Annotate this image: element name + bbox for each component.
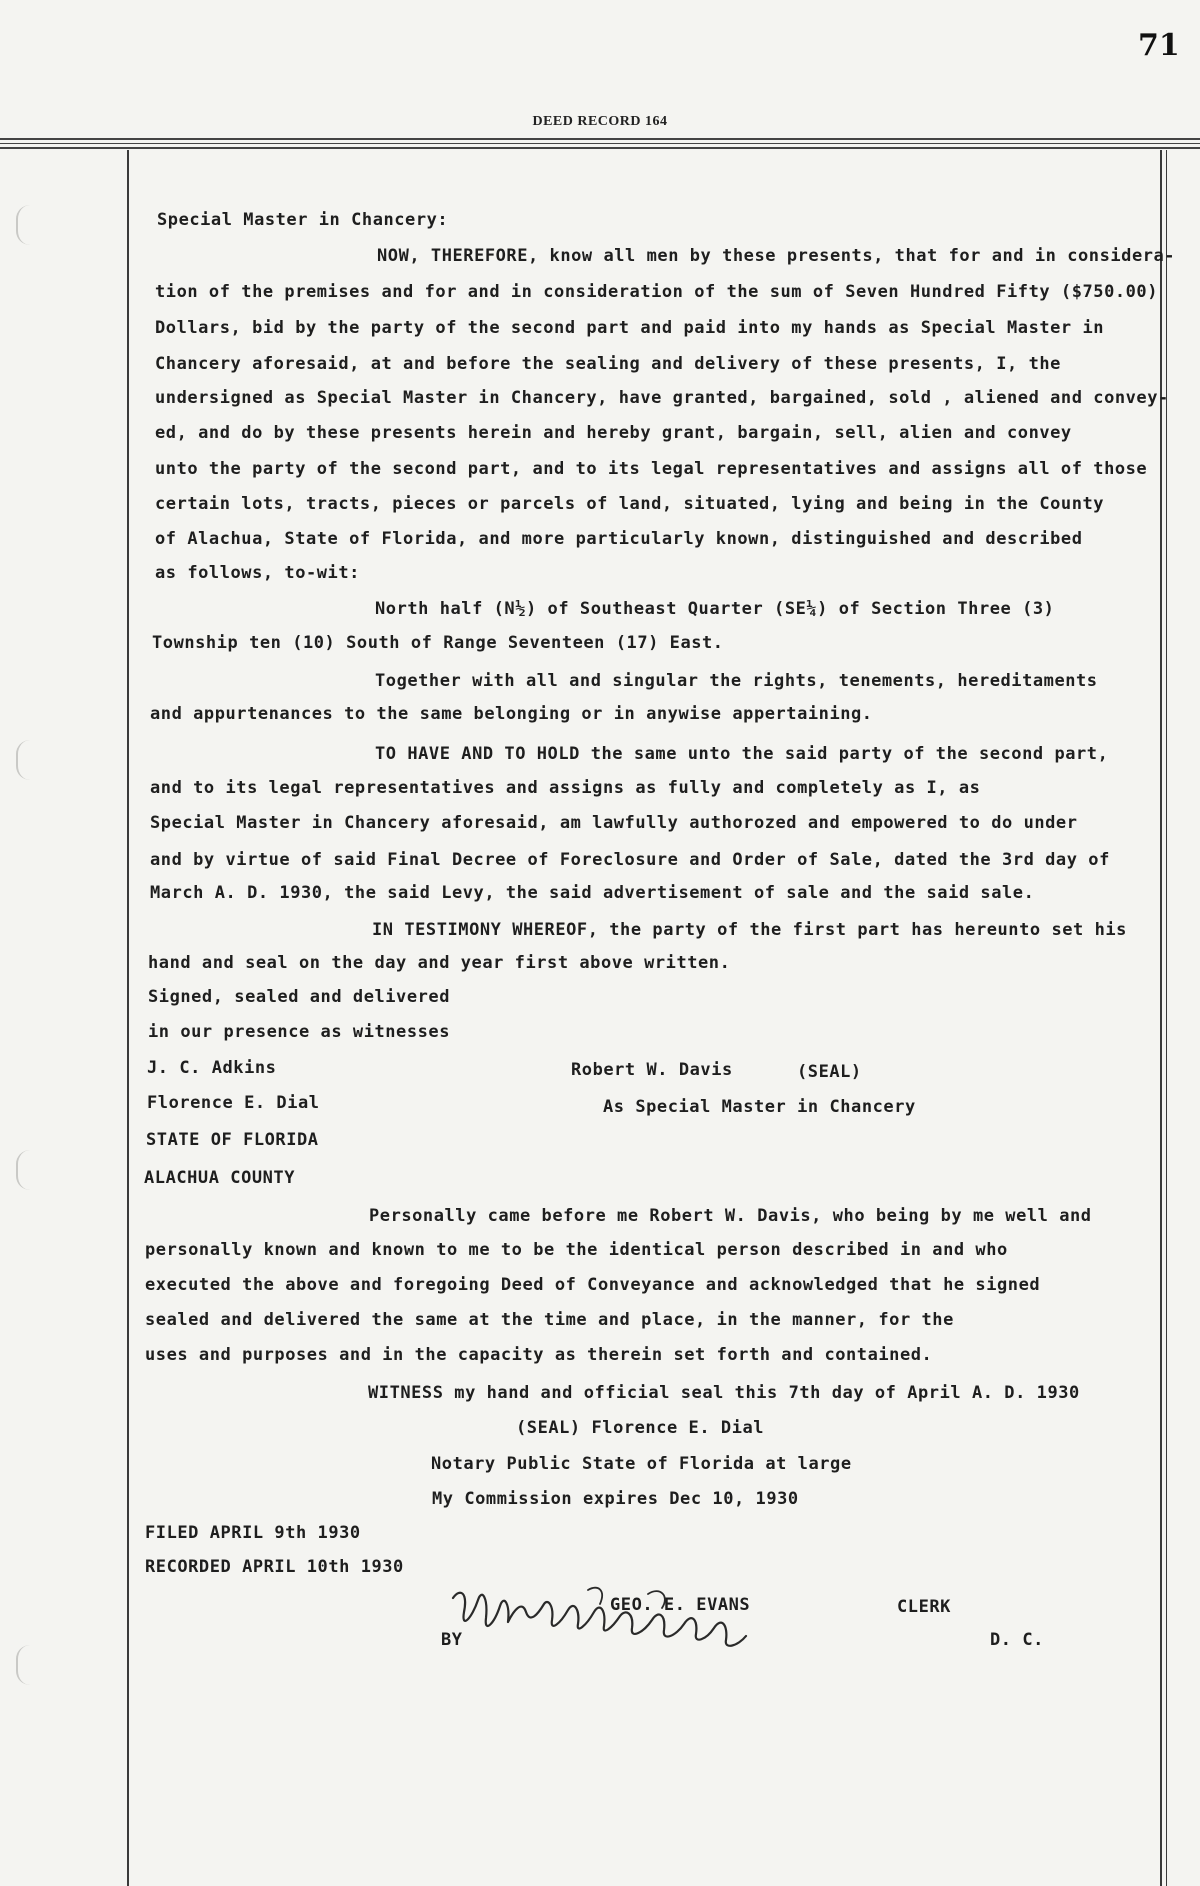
right-margin-rule [1160,150,1162,1886]
text-line: North half (N½) of Southeast Quarter (SE¼) of Section Three (3) [375,599,1055,619]
header-rule-top [0,138,1200,140]
text-line: Florence E. Dial [147,1093,320,1113]
text-line: in our presence as witnesses [148,1022,450,1042]
text-line: March A. D. 1930, the said Levy, the said advertisement of sale and the said sale. [150,883,1035,903]
text-line: Township ten (10) South of Range Seventeen (17) East. [152,633,724,653]
text-line: IN TESTIMONY WHEREOF, the party of the first part has hereunto set his [372,920,1127,940]
text-line: TO HAVE AND TO HOLD the same unto the said party of the second part, [375,744,1109,764]
left-margin-rule [127,150,129,1886]
binder-ring-mark [16,740,40,780]
text-line: (SEAL) [797,1062,862,1082]
text-line: and by virtue of said Final Decree of Foreclosure and Order of Sale, dated the 3rd day of [150,850,1110,870]
text-line: unto the party of the second part, and to its legal representatives and assigns all of those [155,459,1148,479]
text-line: Together with all and singular the rights, tenements, hereditaments [375,671,1098,691]
text-line: Special Master in Chancery aforesaid, am lawfully authorozed and empowered to do under [150,813,1078,833]
text-line: As Special Master in Chancery [603,1097,916,1117]
text-line: STATE OF FLORIDA [146,1130,319,1150]
text-line: as follows, to-wit: [155,563,360,583]
page-number: 71 [1138,28,1180,63]
text-line: tion of the premises and for and in consideration of the sum of Seven Hundred Fifty ($750.00) [155,282,1158,302]
text-line: certain lots, tracts, pieces or parcels of land, situated, lying and being in the County [155,494,1105,514]
right-margin-rule-inner [1166,150,1167,1886]
text-line: ALACHUA COUNTY [144,1168,295,1188]
text-line: Signed, sealed and delivered [148,987,450,1007]
text-line: sealed and delivered the same at the time and place, in the manner, for the [145,1310,954,1330]
text-line: GEO. E. EVANS [610,1595,751,1615]
text-line: of Alachua, State of Florida, and more particularly known, distinguished and described [155,529,1083,549]
text-line: NOW, THEREFORE, know all men by these presents, that for and in considera- [377,246,1176,266]
text-line: My Commission expires Dec 10, 1930 [432,1489,799,1509]
text-line: hand and seal on the day and year first above written. [148,953,731,973]
text-line: RECORDED APRIL 10th 1930 [145,1557,404,1577]
text-line: executed the above and foregoing Deed of Conveyance and acknowledged that he signed [145,1275,1041,1295]
text-line: personally known and known to me to be the identical person described in and who [145,1240,1008,1260]
text-line: and to its legal representatives and assigns as fully and completely as I, as [150,778,981,798]
header-rule-middle [0,143,1200,144]
text-line: BY [441,1630,463,1650]
text-line: Notary Public State of Florida at large [431,1454,852,1474]
text-line: Personally came before me Robert W. Davis, who being by me well and [369,1206,1092,1226]
binder-ring-mark [16,1645,40,1685]
text-line: and appurtenances to the same belonging or in anywise appertaining. [150,704,873,724]
text-line: D. C. [990,1630,1044,1650]
text-line: Robert W. Davis [571,1060,733,1080]
text-line: Chancery aforesaid, at and before the sealing and delivery of these presents, I, the [155,354,1061,374]
text-line: J. C. Adkins [147,1058,277,1078]
text-line: CLERK [897,1597,951,1617]
text-line: Dollars, bid by the party of the second part and paid into my hands as Special Master in [155,318,1105,338]
text-line: Special Master in Chancery: [157,210,449,230]
text-line: ed, and do by these presents herein and hereby grant, bargain, sell, alien and convey [155,423,1072,443]
text-line: WITNESS my hand and official seal this 7th day of April A. D. 1930 [368,1383,1080,1403]
text-line: (SEAL) Florence E. Dial [516,1418,765,1438]
text-line: FILED APRIL 9th 1930 [145,1523,361,1543]
text-line: undersigned as Special Master in Chancery, have granted, bargained, sold , aliened and convey- [155,388,1169,408]
deputy-clerk-signature [448,1570,788,1660]
text-line: uses and purposes and in the capacity as therein set forth and contained. [145,1345,933,1365]
header-title: DEED RECORD 164 [532,114,668,129]
binder-ring-mark [16,205,40,245]
header-rule-bottom [0,147,1200,149]
binder-ring-mark [16,1150,40,1190]
